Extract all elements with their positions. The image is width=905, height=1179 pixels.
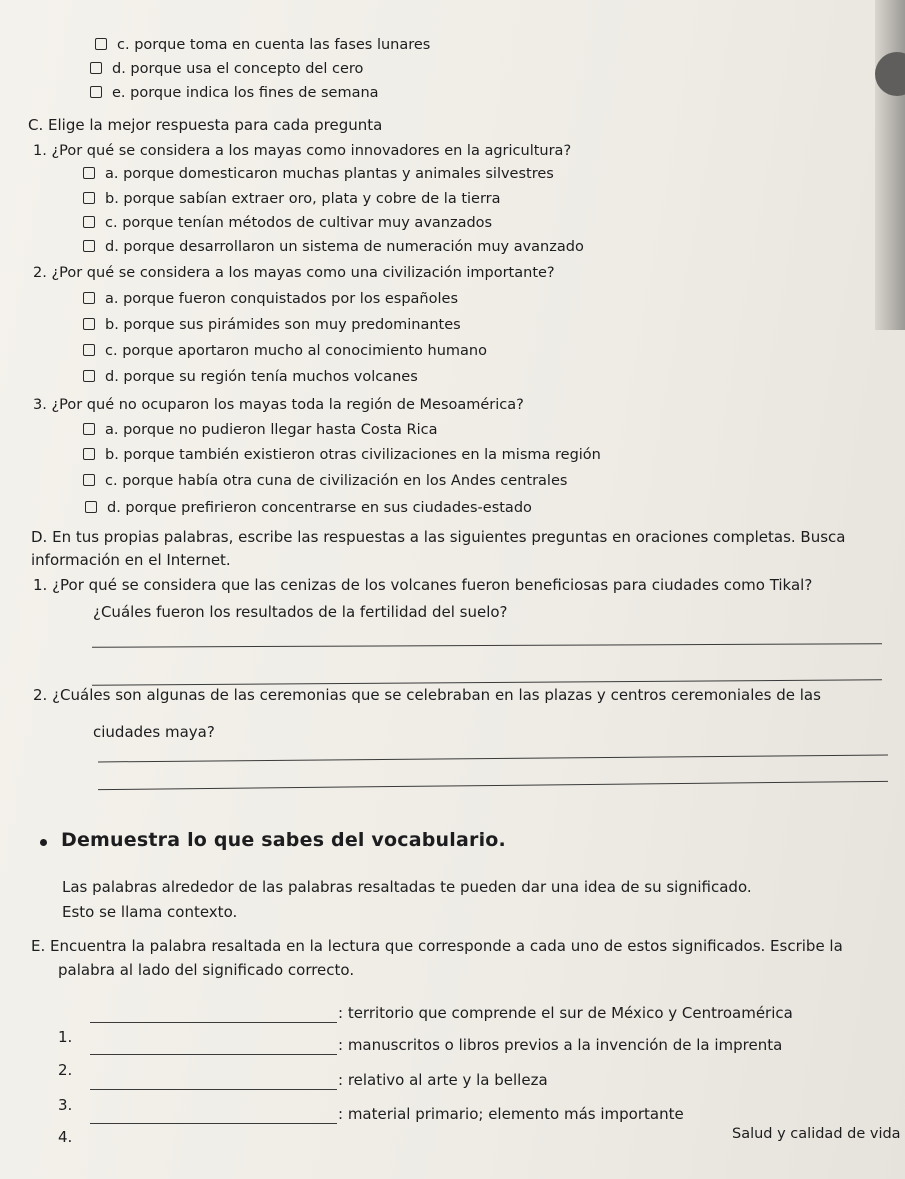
checkbox-icon[interactable] <box>95 38 107 50</box>
item-e2-number: 2. <box>58 1061 73 1079</box>
option-c2-b[interactable]: b. porque sus pirámides son muy predominantes <box>83 316 461 334</box>
answer-blank-e3[interactable] <box>90 1089 337 1090</box>
answer-blank-e1[interactable] <box>90 1022 337 1023</box>
checkbox-icon[interactable] <box>83 474 95 486</box>
item-e3-definition: : relativo al arte y la belleza <box>338 1071 548 1089</box>
answer-blank-e4[interactable] <box>90 1123 337 1124</box>
section-d-instruction-line2: información en el Internet. <box>31 551 231 569</box>
page-edge-shadow <box>875 0 905 330</box>
option-c2-c[interactable]: c. porque aportaron mucho al conocimiento humano <box>83 342 487 360</box>
checkbox-icon[interactable] <box>83 240 95 252</box>
option-c3-d[interactable]: d. porque prefirieron concentrarse en sus ciudades-estado <box>85 499 532 517</box>
answer-line-d1-a[interactable] <box>92 643 882 647</box>
checkbox-icon[interactable] <box>83 192 95 204</box>
page-footer: Salud y calidad de vida <box>732 1126 901 1142</box>
answer-line-d2-a[interactable] <box>98 755 888 763</box>
checkbox-icon[interactable] <box>83 292 95 304</box>
top-option-e[interactable]: e. porque indica los fines de semana <box>90 84 379 102</box>
question-d2-line1: 2. ¿Cuáles son algunas de las ceremonias que se celebraban en las plazas y centros ceremoniales de las <box>33 686 821 704</box>
checkbox-icon[interactable] <box>85 501 97 513</box>
section-d-instruction-line1: D. En tus propias palabras, escribe las respuestas a las siguientes preguntas en oraciones completas. Busca <box>31 528 846 546</box>
option-c3-c[interactable]: c. porque había otra cuna de civilización en los Andes centrales <box>83 472 567 490</box>
answer-line-d1-b[interactable] <box>92 679 882 686</box>
item-e1-number: 1. <box>58 1028 73 1046</box>
answer-blank-e2[interactable] <box>90 1054 337 1055</box>
checkbox-icon[interactable] <box>90 86 102 98</box>
top-option-d[interactable]: d. porque usa el concepto del cero <box>90 60 363 78</box>
checkbox-icon[interactable] <box>83 344 95 356</box>
option-c1-a[interactable]: a. porque domesticaron muchas plantas y animales silvestres <box>83 165 554 183</box>
item-e4-number: 4. <box>58 1128 73 1146</box>
question-c1: 1. ¿Por qué se considera a los mayas como innovadores en la agricultura? <box>33 143 572 159</box>
item-e3-number: 3. <box>58 1096 73 1114</box>
section-c-instruction: C. Elige la mejor respuesta para cada pregunta <box>28 116 383 134</box>
item-e4-definition: : material primario; elemento más importante <box>338 1105 684 1123</box>
question-d2-line2: ciudades maya? <box>93 723 215 741</box>
checkbox-icon[interactable] <box>83 167 95 179</box>
question-d1-line1: 1. ¿Por qué se considera que las cenizas de los volcanes fueron beneficiosas para ciudades como Tikal? <box>33 576 813 594</box>
checkbox-icon[interactable] <box>83 370 95 382</box>
question-c2: 2. ¿Por qué se considera a los mayas como una civilización importante? <box>33 265 555 281</box>
answer-line-d2-b[interactable] <box>98 781 888 790</box>
vocab-context-line1: Las palabras alrededor de las palabras resaltadas te pueden dar una idea de su significado. <box>62 878 752 896</box>
option-c3-b[interactable]: b. porque también existieron otras civilizaciones en la misma región <box>83 446 601 464</box>
option-c1-d[interactable]: d. porque desarrollaron un sistema de numeración muy avanzado <box>83 238 584 256</box>
question-c3: 3. ¿Por qué no ocuparon los mayas toda la región de Mesoamérica? <box>33 397 524 413</box>
checkbox-icon[interactable] <box>83 216 95 228</box>
top-option-c[interactable]: c. porque toma en cuenta las fases lunares <box>95 36 430 54</box>
checkbox-icon[interactable] <box>90 62 102 74</box>
option-c2-a[interactable]: a. porque fueron conquistados por los españoles <box>83 290 458 308</box>
vocab-heading: Demuestra lo que sabes del vocabulario. <box>61 829 506 851</box>
question-d1-line2: ¿Cuáles fueron los resultados de la fertilidad del suelo? <box>93 603 508 621</box>
bullet-icon <box>40 839 47 846</box>
section-e-instruction-line1: E. Encuentra la palabra resaltada en la lectura que corresponde a cada uno de estos significados. Escribe la <box>31 937 843 955</box>
option-c1-b[interactable]: b. porque sabían extraer oro, plata y cobre de la tierra <box>83 190 501 208</box>
checkbox-icon[interactable] <box>83 318 95 330</box>
option-c2-d[interactable]: d. porque su región tenía muchos volcanes <box>83 368 418 386</box>
checkbox-icon[interactable] <box>83 448 95 460</box>
item-e2-definition: : manuscritos o libros previos a la invención de la imprenta <box>338 1036 783 1054</box>
section-e-instruction-line2: palabra al lado del significado correcto. <box>58 961 355 979</box>
option-c3-a[interactable]: a. porque no pudieron llegar hasta Costa Rica <box>83 421 437 439</box>
item-e1-definition: : territorio que comprende el sur de México y Centroamérica <box>338 1004 793 1022</box>
vocab-context-line2: Esto se llama contexto. <box>62 903 238 921</box>
option-c1-c[interactable]: c. porque tenían métodos de cultivar muy avanzados <box>83 214 492 232</box>
checkbox-icon[interactable] <box>83 423 95 435</box>
